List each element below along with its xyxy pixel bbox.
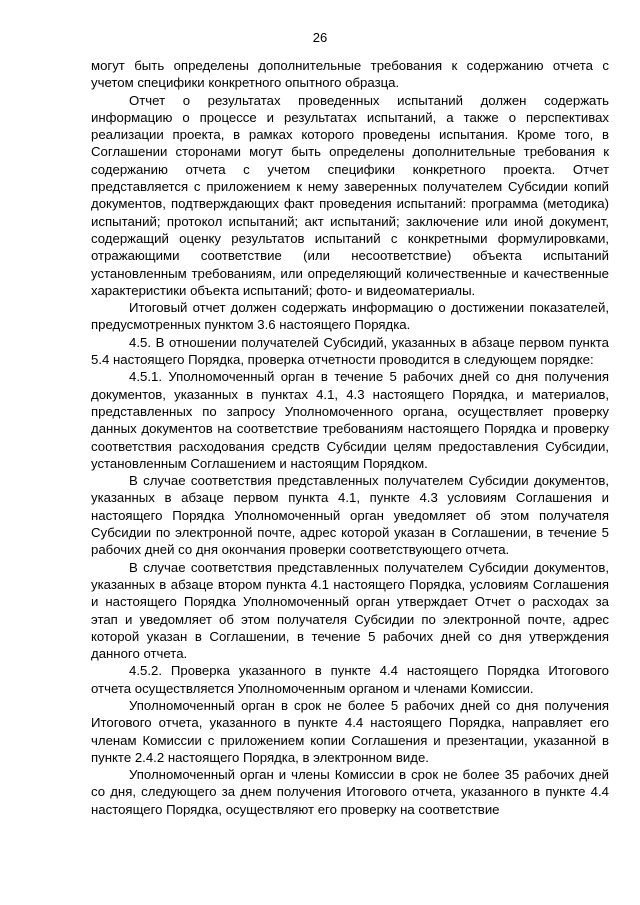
paragraph-continuation: могут быть определены дополнительные требования к содержанию отчета с учетом специфики конкретного опытного образца. xyxy=(91,58,609,91)
paragraph-section-4-5-1: 4.5.1. Уполномоченный орган в течение 5 рабочих дней со дня получения документов, указанных в пунктах 4.1, 4.3 настоящего Порядка, и материалов, представленных по запросу Уполномоченного органа, осуществляет проверку данных документов на соответствие требованиям настоящего Порядка и проверку соответствия расходования средств Субсидии целям предоставления Субсидии, установленным Соглашением и настоящим Порядком. xyxy=(91,369,609,471)
paragraph-test-report: Отчет о результатах проведенных испытаний должен содержать информацию о процессе и результатах испытаний, а также о перспективах реализации проекта, в рамках которого проведены испытания. Кроме того, в Соглашении сторонами могут быть определены дополнительные требования к содержанию отчета с учетом специфики конкретного проекта. Отчет представляется с приложением к нему заверенных получателем Субсидии копий документов, подтверждающих факт проведения испытаний: программа (методика) испытаний; протокол испытаний; акт испытаний; заключение или иной документ, содержащий оценку результатов испытаний с конкретными формулировками, отражающими соответствие (или несоответствие) объекта испытаний установленным требованиям, или определяющий количественные и качественные характеристики объекта испытаний; фото- и видеоматериалы. xyxy=(91,92,609,298)
document-body xyxy=(91,57,609,818)
paragraph-final-report: Итоговый отчет должен содержать информацию о достижении показателей, предусмотренных пунктом 3.6 настоящего Порядка. xyxy=(91,300,609,333)
paragraph-commission-forwarding: Уполномоченный орган в срок не более 5 рабочих дней со дня получения Итогового отчета, указанного в пункте 4.4 настоящего Порядка, направляет его членам Комиссии с приложением копии Соглашения и презентации, указанной в пункте 2.4.2 настоящего Порядка, в электронном виде. xyxy=(91,697,609,765)
page-number: 26 xyxy=(312,30,328,45)
paragraph-compliance-second: В случае соответствия представленных получателем Субсидии документов, указанных в абзаце втором пункта 4.1 настоящего Порядка, условиям Соглашения и настоящего Порядка Уполномоченный орган утверждает Отчет о расходах за этап и уведомляет об этом получателя Субсидии по электронной почте, адрес которой указан в Соглашении, в течение 5 рабочих дней со дня утверждения данного отчета. xyxy=(91,559,609,662)
paragraph-compliance-first: В случае соответствия представленных получателем Субсидии документов, указанных в абзаце первом пункта 4.1, пункте 4.3 условиям Соглашения и настоящего Порядка Уполномоченный орган уведомляет об этом получателя Субсидии по электронной почте, адрес которой указан в Соглашении, в течение 5 рабочих дней со дня окончания проверки соответствующего отчета. xyxy=(91,473,609,558)
paragraph-commission-review: Уполномоченный орган и члены Комиссии в срок не более 35 рабочих дней со дня, следующего за днем получения Итогового отчета, указанного в пункте 4.4 настоящего Порядка, осуществляют его проверку на соответствие xyxy=(91,767,609,817)
paragraph-section-4-5: 4.5. В отношении получателей Субсидий, указанных в абзаце первом пункта 5.4 настоящего Порядка, проверка отчетности проводится в следующем порядке: xyxy=(91,334,609,368)
paragraph-section-4-5-2: 4.5.2. Проверка указанного в пункте 4.4 настоящего Порядка Итогового отчета осуществляется Уполномоченным органом и членами Комиссии. xyxy=(91,663,609,696)
